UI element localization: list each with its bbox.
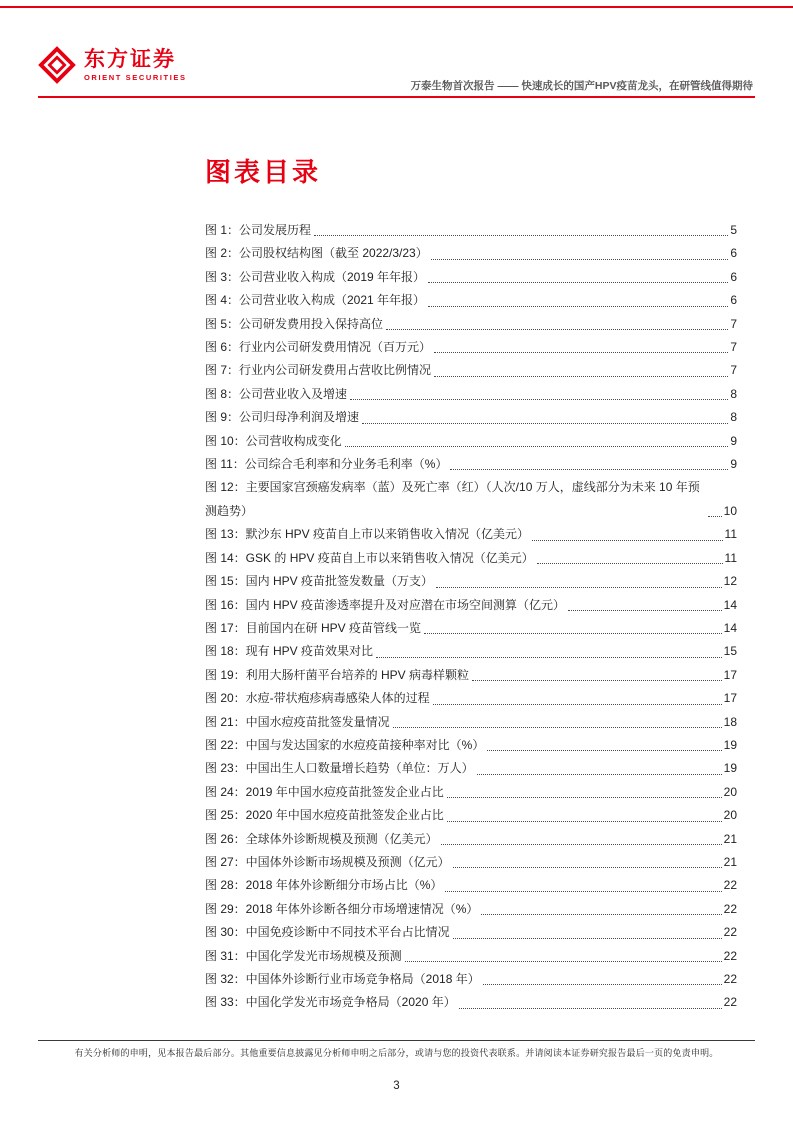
- toc-item-page-number: 20: [723, 808, 737, 823]
- toc-item-page-number: 21: [723, 854, 737, 869]
- toc-item-page-number: 22: [723, 901, 737, 916]
- top-accent-rule: [0, 6, 793, 8]
- toc-item-page-number: 22: [723, 878, 737, 893]
- toc-item-page-number: 8: [730, 386, 737, 401]
- toc-item-page-number: 18: [723, 714, 737, 729]
- toc-item-label: 图 25：2020 年中国水痘疫苗批签发企业占比: [205, 808, 444, 823]
- header-logo: [38, 46, 187, 84]
- figure-index-list: [205, 219, 737, 1015]
- toc-item-page-number: 22: [723, 995, 737, 1010]
- toc-dot-leader: [472, 680, 722, 681]
- brand-name-en: ORIENT SECURITIES: [84, 72, 187, 82]
- toc-item-label: 图 15：国内 HPV 疫苗批签发数量（万支）: [205, 574, 434, 589]
- toc-item-label: 图 22：中国与发达国家的水痘疫苗接种率对比（%）: [205, 737, 485, 752]
- toc-dot-leader: [568, 610, 722, 611]
- toc-item-page-number: 22: [723, 972, 737, 986]
- toc-dot-leader: [350, 399, 728, 400]
- toc-item-page-number: 6: [730, 246, 737, 261]
- toc-dot-leader: [434, 352, 728, 353]
- toc-item-page-number: 19: [723, 737, 737, 752]
- toc-item: [205, 968, 737, 991]
- toc-item-label: 图 26：全球体外诊断规模及预测（亿美元）: [205, 831, 438, 846]
- toc-dot-leader: [345, 446, 729, 447]
- toc-item-page-number: 17: [723, 667, 737, 682]
- toc-item-label: 图 31：中国化学发光市场规模及预测: [205, 948, 402, 963]
- toc-item-label: 图 17：目前国内在研 HPV 疫苗管线一览: [205, 620, 422, 635]
- toc-item-page-number: 9: [730, 433, 737, 448]
- toc-item-label: 图 13：默沙东 HPV 疫苗自上市以来销售收入情况（亿美元）: [205, 527, 530, 542]
- orient-securities-logo-icon: [38, 46, 76, 84]
- toc-dot-leader: [434, 376, 728, 377]
- toc-item: [205, 594, 737, 617]
- toc-item: [205, 640, 737, 663]
- toc-item-page-number: 12: [723, 574, 737, 589]
- toc-dot-leader: [393, 727, 722, 728]
- footer-divider-rule: [38, 1040, 755, 1041]
- toc-dot-leader: [481, 914, 721, 915]
- toc-dot-leader: [447, 797, 722, 798]
- toc-item-page-number: 10: [723, 503, 737, 518]
- toc-item-label: 图 27：中国体外诊断市场规模及预测（亿元）: [205, 854, 450, 869]
- toc-item-page-number: 14: [723, 597, 737, 612]
- toc-item-label: 图 23：中国出生人口数量增长趋势（单位：万人）: [205, 761, 474, 776]
- toc-item: [205, 991, 737, 1014]
- toc-dot-leader: [362, 423, 728, 424]
- toc-dot-leader: [433, 704, 722, 705]
- toc-dot-leader: [424, 633, 722, 634]
- toc-item: [205, 242, 737, 265]
- toc-item: [205, 219, 737, 242]
- toc-item-label: 图 3：公司营业收入构成（2019 年年报）: [205, 269, 426, 284]
- toc-item-page-number: 8: [730, 410, 737, 425]
- toc-item: [205, 711, 737, 734]
- toc-dot-leader: [459, 1008, 722, 1009]
- toc-dot-leader: [376, 657, 722, 658]
- toc-item-label: 图 30：中国免疫诊断中不同技术平台占比情况: [205, 925, 450, 940]
- toc-item: [205, 430, 737, 453]
- toc-dot-leader: [453, 938, 722, 939]
- report-title: 万泰生物首次报告 —— 快速成长的国产HPV疫苗龙头，在研管线值得期待: [410, 80, 753, 92]
- toc-item-label: 图 20：水痘-带状疱疹病毒感染人体的过程: [205, 691, 430, 706]
- toc-item-label: 图 12：主要国家宫颈癌发病率（蓝）及死亡率（红）（人次/10 万人，虚线部分为未来 10 年预测趋势）: [205, 480, 700, 518]
- toc-item-label: 图 29：2018 年体外诊断各细分市场增速情况（%）: [205, 901, 479, 916]
- toc-item-page-number: 22: [723, 948, 737, 963]
- toc-item-label: 图 11：公司综合毛利率和分业务毛利率（%）: [205, 457, 448, 472]
- toc-item: [205, 383, 737, 406]
- toc-item: [205, 734, 737, 757]
- toc-item: [205, 664, 737, 687]
- toc-dot-leader: [386, 329, 728, 330]
- toc-item-label: 图 28：2018 年体外诊断细分市场占比（%）: [205, 878, 443, 893]
- toc-item: [205, 898, 737, 921]
- toc-dot-leader: [436, 587, 722, 588]
- toc-dot-leader: [428, 306, 728, 307]
- toc-item-label: 图 33：中国化学发光市场竞争格局（2020 年）: [205, 995, 456, 1010]
- toc-item-page-number: 20: [723, 784, 737, 799]
- toc-item-label: 图 4：公司营业收入构成（2021 年年报）: [205, 293, 426, 308]
- toc-item-label: 图 9：公司归母净利润及增速: [205, 410, 360, 425]
- toc-item-page-number: 7: [730, 363, 737, 378]
- toc-item: [205, 523, 737, 546]
- toc-dot-leader: [445, 891, 721, 892]
- toc-item: [205, 828, 737, 851]
- toc-item-page-number: 11: [724, 527, 737, 542]
- toc-dot-leader: [483, 984, 722, 985]
- toc-item: [205, 921, 737, 944]
- toc-item-label: 图 16：国内 HPV 疫苗渗透率提升及对应潜在市场空间测算（亿元）: [205, 597, 566, 612]
- figure-index-title: 图表目录: [205, 157, 322, 187]
- toc-item-label: 图 18：现有 HPV 疫苗效果对比: [205, 644, 374, 659]
- toc-item-label: 图 7：行业内公司研发费用占营收比例情况: [205, 363, 432, 378]
- toc-dot-leader: [537, 563, 723, 564]
- toc-item: [205, 757, 737, 780]
- toc-dot-leader: [450, 469, 728, 470]
- figure-index-section: [205, 152, 737, 1015]
- toc-item-label: 图 32：中国体外诊断行业市场竞争格局（2018 年）: [205, 972, 480, 986]
- toc-item: [205, 945, 737, 968]
- toc-dot-leader: [487, 750, 721, 751]
- toc-item-page-number: 6: [730, 293, 737, 308]
- toc-item: [205, 406, 737, 429]
- toc-item: [205, 570, 737, 593]
- toc-item: [205, 851, 737, 874]
- toc-item: [205, 359, 737, 382]
- toc-item-label: 图 24：2019 年中国水痘疫苗批签发企业占比: [205, 784, 444, 799]
- footer-disclaimer: 有关分析师的申明，见本报告最后部分。其他重要信息披露见分析师申明之后部分，或请与您的投资代表联系。并请阅读本证券研究报告最后一页的免责申明。: [74, 1048, 719, 1058]
- toc-item: [205, 617, 737, 640]
- toc-item-page-number: 17: [723, 691, 737, 706]
- toc-item-page-number: 6: [730, 269, 737, 284]
- toc-dot-leader: [441, 844, 722, 845]
- toc-item-page-number: 15: [723, 644, 737, 659]
- toc-item-label: 图 1：公司发展历程: [205, 223, 312, 237]
- toc-dot-leader: [405, 961, 722, 962]
- toc-dot-leader: [453, 867, 722, 868]
- toc-dot-leader: [477, 774, 722, 775]
- toc-item-page-number: 7: [730, 316, 737, 331]
- toc-item-label: 图 2：公司股权结构图（截至 2022/3/23）: [205, 246, 428, 261]
- toc-item: [205, 687, 737, 710]
- toc-item: [205, 476, 737, 523]
- toc-item: [205, 547, 737, 570]
- toc-item-page-number: 11: [724, 550, 737, 565]
- toc-item-page-number: 22: [723, 925, 737, 940]
- toc-item-label: 图 14：GSK 的 HPV 疫苗自上市以来销售收入情况（亿美元）: [205, 550, 534, 565]
- toc-item-page-number: 7: [730, 340, 737, 355]
- header-divider-rule: [38, 96, 755, 98]
- toc-item-label: 图 8：公司营业收入及增速: [205, 386, 348, 401]
- toc-item-page-number: 14: [723, 620, 737, 635]
- toc-dot-leader: [447, 821, 722, 822]
- page-number: 3: [393, 1080, 400, 1092]
- toc-dot-leader: [532, 540, 723, 541]
- toc-item: [205, 336, 737, 359]
- toc-item: [205, 874, 737, 897]
- toc-dot-leader: [431, 259, 729, 260]
- toc-item: [205, 781, 737, 804]
- toc-item: [205, 313, 737, 336]
- toc-item-label: 图 10：公司营收构成变化: [205, 433, 342, 448]
- toc-item-page-number: 5: [730, 223, 737, 237]
- toc-item: [205, 453, 737, 476]
- toc-item-page-number: 19: [723, 761, 737, 776]
- toc-item-page-number: 21: [723, 831, 737, 846]
- toc-item: [205, 266, 737, 289]
- toc-item-label: 图 6：行业内公司研发费用情况（百万元）: [205, 340, 432, 355]
- toc-dot-leader: [708, 516, 722, 517]
- toc-item: [205, 804, 737, 827]
- toc-item-label: 图 19：利用大肠杆菌平台培养的 HPV 病毒样颗粒: [205, 667, 470, 682]
- toc-item-label: 图 21：中国水痘疫苗批签发量情况: [205, 714, 390, 729]
- brand-text: [84, 49, 187, 82]
- toc-item-label: 图 5：公司研发费用投入保持高位: [205, 316, 384, 331]
- toc-item-page-number: 9: [730, 457, 737, 472]
- brand-name-cn: 东方证券: [84, 47, 176, 71]
- toc-dot-leader: [314, 235, 728, 236]
- toc-item: [205, 289, 737, 312]
- toc-dot-leader: [428, 282, 728, 283]
